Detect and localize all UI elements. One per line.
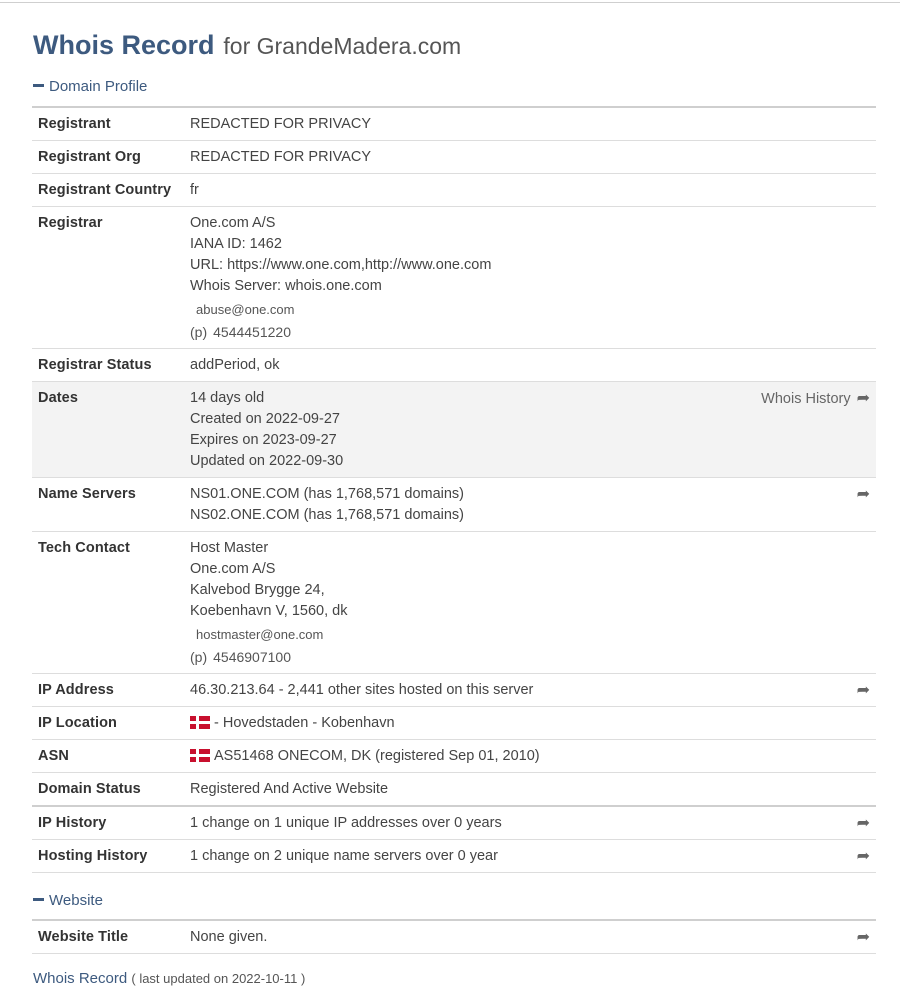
denmark-flag-icon bbox=[190, 749, 210, 762]
table-row bbox=[32, 707, 876, 740]
row-label: Registrant Org bbox=[32, 141, 184, 174]
tech-contact-name: Host Master bbox=[190, 540, 269, 556]
share-arrow-icon[interactable]: ➦ bbox=[856, 848, 870, 865]
whois-history-label: Whois History bbox=[761, 391, 851, 407]
tech-contact-city: Koebenhavn V, 1560, dk bbox=[190, 603, 348, 619]
tech-contact-street: Kalvebod Brygge 24, bbox=[190, 582, 325, 598]
denmark-flag-icon bbox=[190, 716, 210, 729]
page-title-domain: for GrandeMadera.com bbox=[223, 33, 462, 59]
table-row bbox=[32, 382, 876, 478]
table-row bbox=[32, 773, 876, 807]
table-row bbox=[32, 107, 876, 141]
ip-history-text: 1 change on 1 unique IP addresses over 0 years bbox=[190, 815, 502, 831]
row-label: Dates bbox=[32, 382, 184, 478]
share-arrow-icon[interactable]: ➦ bbox=[856, 682, 870, 699]
domain-age: 14 days old bbox=[190, 390, 265, 406]
registrar-phone bbox=[190, 321, 870, 343]
table-row bbox=[32, 740, 876, 773]
collapse-icon bbox=[33, 84, 44, 87]
row-label: Hosting History bbox=[32, 840, 184, 873]
name-server-2: NS02.ONE.COM (has 1,768,571 domains) bbox=[190, 507, 465, 523]
row-label: IP Location bbox=[32, 707, 184, 740]
table-row bbox=[32, 920, 876, 954]
registrar-iana: IANA ID: 1462 bbox=[190, 236, 282, 252]
row-label: Website Title bbox=[32, 920, 184, 954]
updated-date: Updated on 2022-09-30 bbox=[190, 453, 344, 469]
website-title-value bbox=[184, 920, 876, 954]
collapse-icon bbox=[33, 898, 44, 901]
asn-text: AS51468 ONECOM, DK (registered Sep 01, 2010) bbox=[214, 748, 540, 764]
row-label: IP Address bbox=[32, 674, 184, 707]
table-row bbox=[32, 174, 876, 207]
whois-record-footer bbox=[33, 970, 305, 987]
table-row bbox=[32, 806, 876, 840]
section-domain-profile-label: Domain Profile bbox=[49, 78, 148, 95]
row-label: Registrant bbox=[32, 107, 184, 141]
whois-record-link[interactable]: Whois Record bbox=[33, 970, 128, 987]
registrar-value bbox=[184, 207, 876, 349]
top-divider bbox=[0, 2, 900, 3]
row-label: Registrant Country bbox=[32, 174, 184, 207]
name-server-1: NS01.ONE.COM (has 1,768,571 domains) bbox=[190, 486, 465, 502]
table-row bbox=[32, 207, 876, 349]
registrar-url: URL: https://www.one.com,http://www.one.com bbox=[190, 257, 492, 273]
ip-address-value bbox=[184, 674, 876, 707]
registrar-phone-number: 4544451220 bbox=[213, 324, 291, 340]
registrar-status-value: addPeriod, ok bbox=[184, 349, 876, 382]
tech-contact-value bbox=[184, 532, 876, 674]
registrant-country-value: fr bbox=[184, 174, 876, 207]
page-title-main: Whois Record bbox=[33, 30, 215, 60]
website-table bbox=[32, 919, 876, 954]
registrar-name: One.com A/S bbox=[190, 215, 276, 231]
ip-location-value bbox=[184, 707, 876, 740]
page-title bbox=[33, 25, 461, 62]
last-updated-text: ( last updated on 2022-10-11 ) bbox=[131, 971, 306, 986]
row-label: Tech Contact bbox=[32, 532, 184, 674]
website-title-text: None given. bbox=[190, 929, 268, 945]
registrant-org-value: REDACTED FOR PRIVACY bbox=[184, 141, 876, 174]
ip-address-text: 46.30.213.64 - 2,441 other sites hosted on this server bbox=[190, 682, 534, 698]
expires-date: Expires on 2023-09-27 bbox=[190, 432, 337, 448]
ip-location-text: - Hovedstaden - Kobenhavn bbox=[214, 715, 395, 731]
table-row bbox=[32, 840, 876, 873]
ip-history-value bbox=[184, 806, 876, 840]
share-arrow-icon[interactable]: ➦ bbox=[856, 815, 870, 832]
share-arrow-icon[interactable]: ➦ bbox=[856, 486, 870, 503]
tech-contact-phone bbox=[190, 646, 870, 668]
section-website-label: Website bbox=[49, 892, 103, 909]
hosting-history-text: 1 change on 2 unique name servers over 0 year bbox=[190, 848, 498, 864]
tech-contact-email: hostmaster@one.com bbox=[196, 627, 324, 642]
hosting-history-value bbox=[184, 840, 876, 873]
phone-prefix: (p) bbox=[190, 649, 208, 665]
registrar-whois-server: Whois Server: whois.one.com bbox=[190, 278, 382, 294]
table-row bbox=[32, 349, 876, 382]
row-label: Registrar Status bbox=[32, 349, 184, 382]
tech-contact-phone-number: 4546907100 bbox=[213, 649, 291, 665]
table-row bbox=[32, 532, 876, 674]
tech-contact-org: One.com A/S bbox=[190, 561, 276, 577]
phone-prefix: (p) bbox=[190, 324, 208, 340]
row-label: ASN bbox=[32, 740, 184, 773]
share-arrow-icon: ➦ bbox=[856, 390, 870, 407]
registrar-email: abuse@one.com bbox=[196, 302, 295, 317]
section-domain-profile-toggle[interactable] bbox=[33, 78, 147, 95]
domain-profile-table bbox=[32, 106, 876, 873]
domain-status-value: Registered And Active Website bbox=[184, 773, 876, 807]
whois-history-link[interactable] bbox=[761, 388, 870, 410]
dates-value bbox=[184, 382, 876, 478]
row-label: Name Servers bbox=[32, 478, 184, 532]
asn-value bbox=[184, 740, 876, 773]
section-website-toggle[interactable] bbox=[33, 892, 103, 909]
row-label: Domain Status bbox=[32, 773, 184, 807]
row-label: Registrar bbox=[32, 207, 184, 349]
row-label: IP History bbox=[32, 806, 184, 840]
created-date: Created on 2022-09-27 bbox=[190, 411, 340, 427]
share-arrow-icon[interactable]: ➦ bbox=[856, 929, 870, 946]
name-servers-value bbox=[184, 478, 876, 532]
registrant-value: REDACTED FOR PRIVACY bbox=[184, 107, 876, 141]
table-row bbox=[32, 674, 876, 707]
table-row bbox=[32, 141, 876, 174]
table-row bbox=[32, 478, 876, 532]
